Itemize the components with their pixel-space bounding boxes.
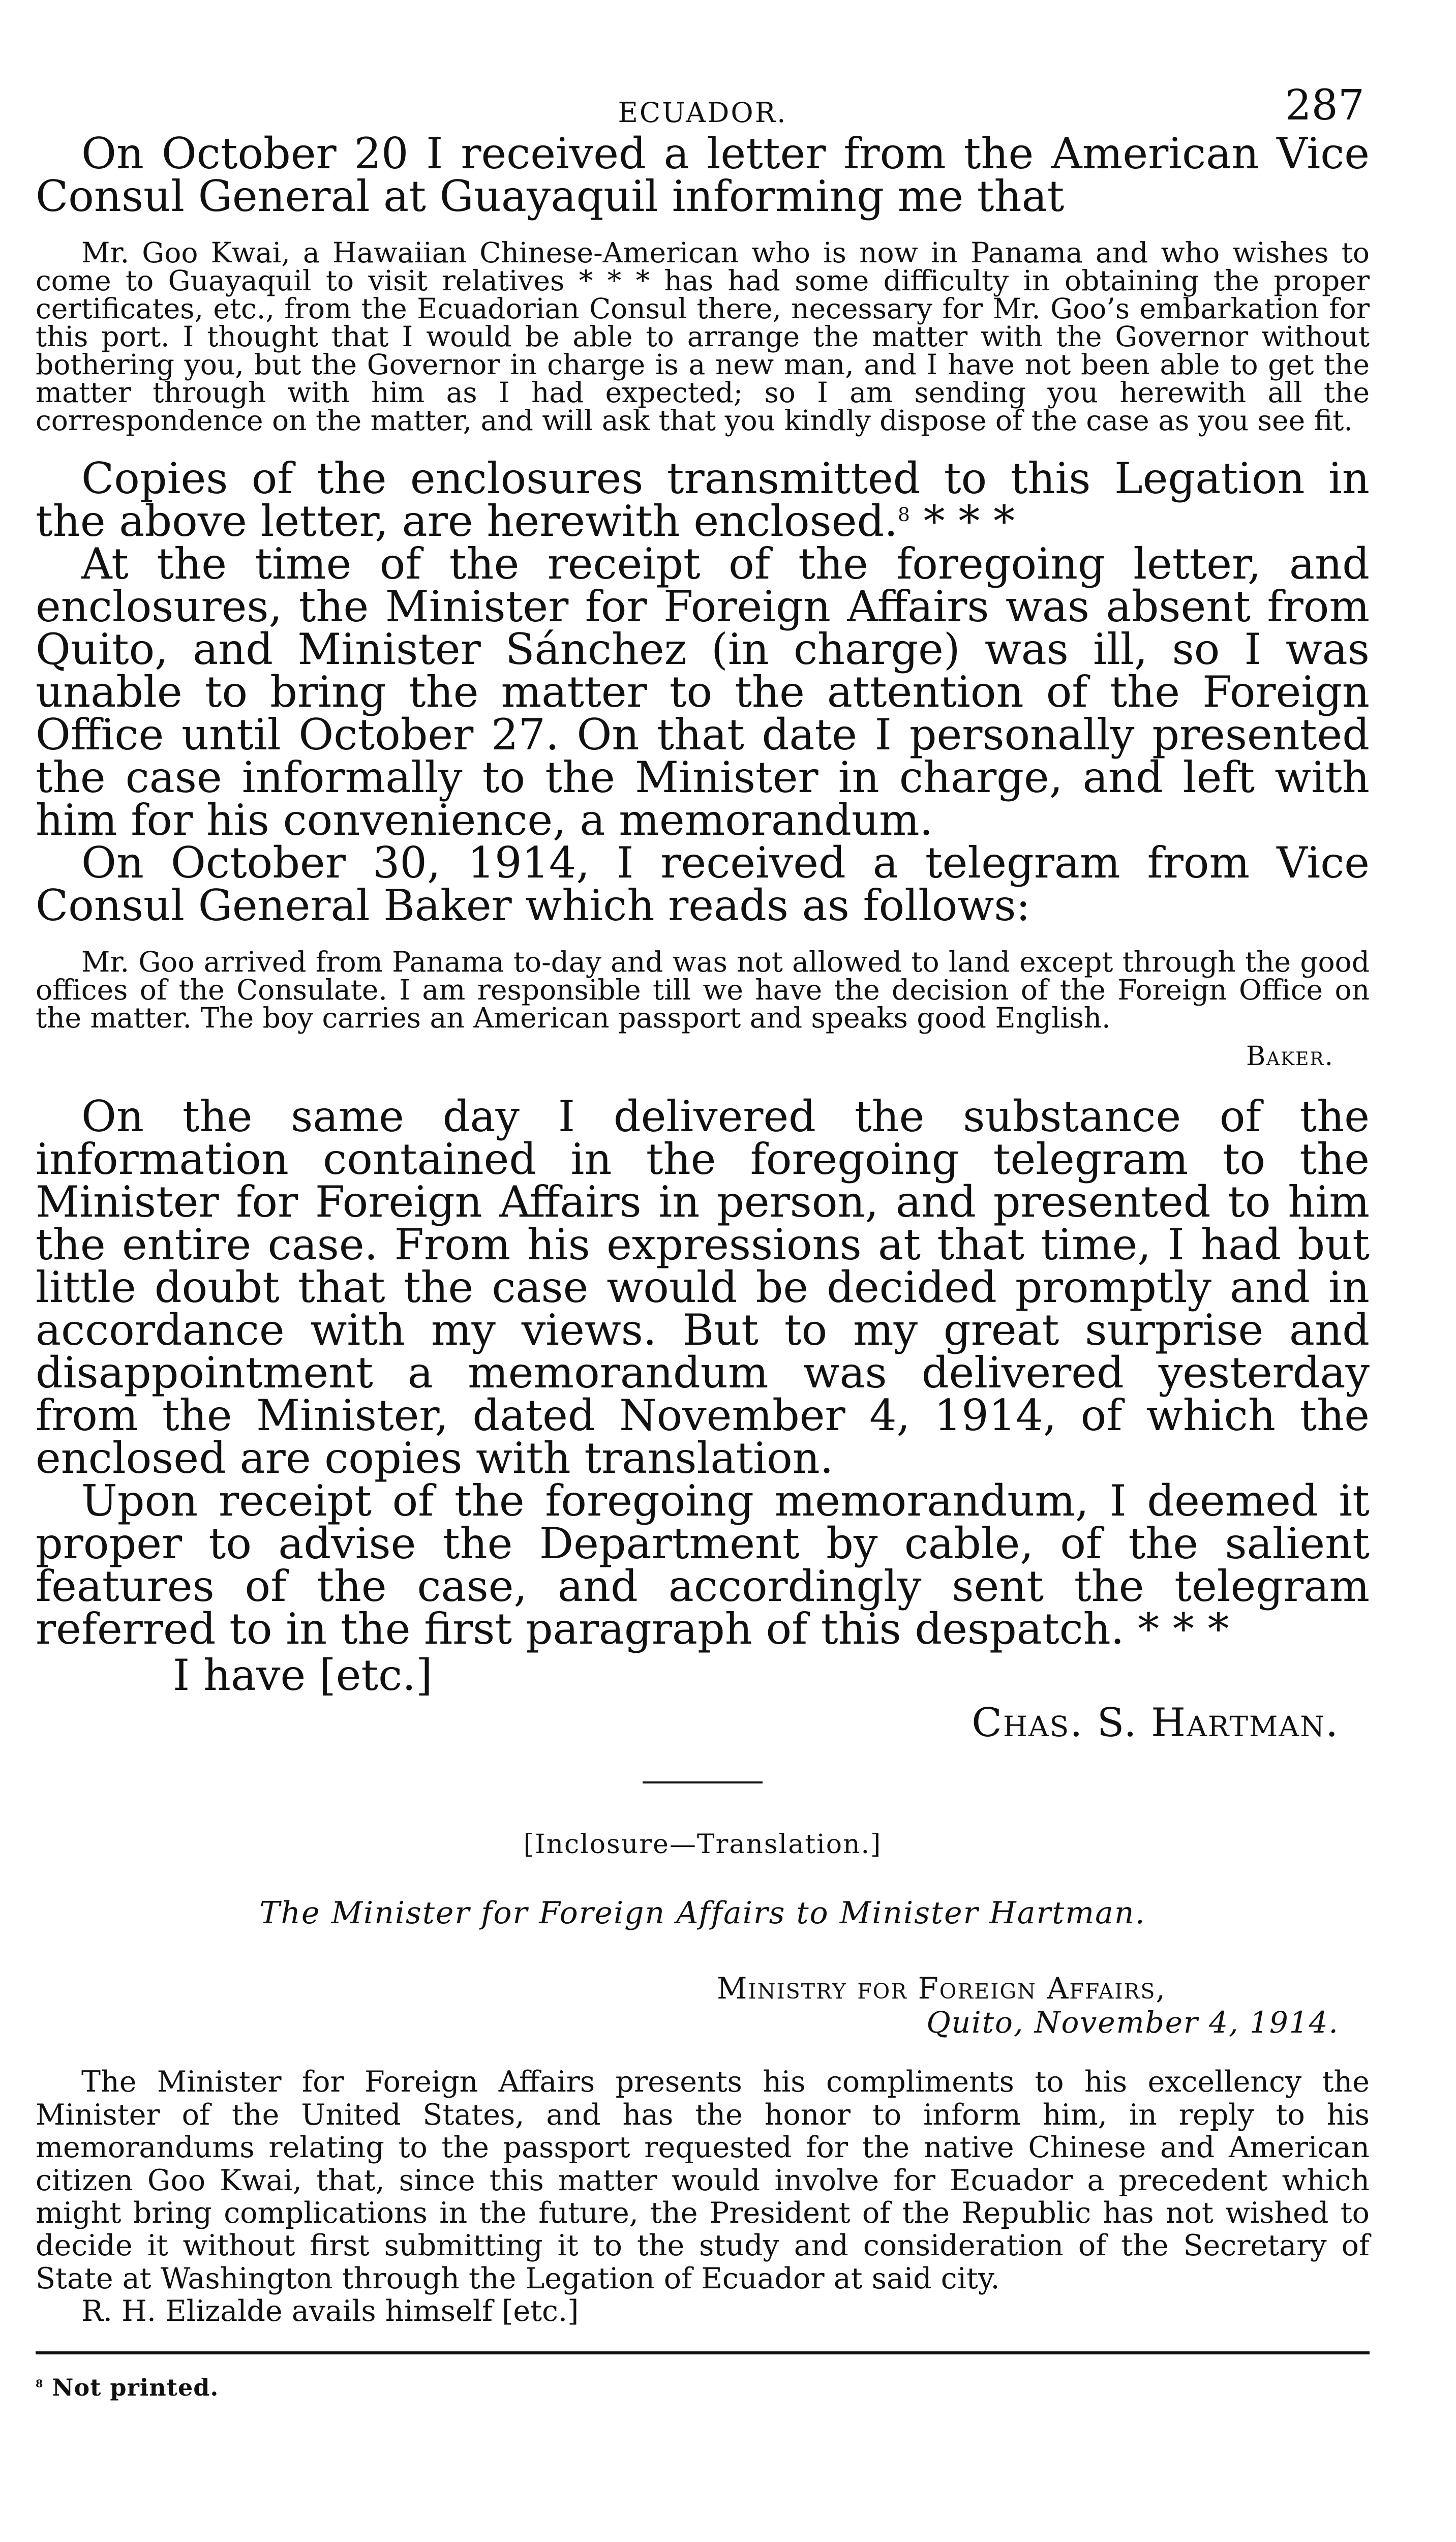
footnote-reference: 8	[897, 503, 910, 526]
dateline-organization: Ministry for Foreign Affairs,	[717, 1971, 1166, 2006]
paragraph-2-ellipsis: * * *	[909, 496, 1015, 546]
footnote-rule	[36, 2351, 1370, 2354]
footnote	[36, 2374, 1370, 2401]
document-page	[36, 76, 1370, 2401]
section-divider	[643, 1781, 763, 1783]
closing-line: I have [etc.]	[173, 1650, 433, 1700]
telegram-signature: Baker.	[1246, 1041, 1334, 1072]
paragraph-2-text: Copies of the enclosures transmitted to this Legation in the above letter, are herewith enclosed.	[36, 453, 1370, 546]
footnote-text: Not printed.	[43, 2373, 219, 2401]
quoted-telegram: Mr. Goo arrived from Panama to-day and was not allowed to land except through the good offices of the Consulate. I am responsible till we have the decision of the Foreign Office on the matter. The boy carries an American passport and speaks good English.	[36, 946, 1370, 1034]
signature: Chas. S. Hartman.	[972, 1700, 1339, 1746]
running-title: ECUADOR.	[618, 97, 787, 129]
running-head	[36, 76, 1370, 132]
inclosure-title: The Minister for Foreign Affairs to Minister Hartman.	[259, 1895, 1146, 1931]
paragraph-2	[36, 453, 1370, 546]
inclosure-label: [Inclosure—Translation.]	[523, 1829, 882, 1860]
quoted-letter: Mr. Goo Kwai, a Hawaiian Chinese-American who is now in Panama and who wishes to come to Guayaquil to visit relatives * * * has had some difficulty in obtaining the proper certificates, etc., from the Ecuadorian Consul there, necessary for Mr. Goo’s embarkation for this port. I thought that I would be able to arrange the matter with the Governor without bothering you, but the Governor in charge is a new man, and I have not been able to get the matter through with him as I had expected; so I am sending you herewith all the correspondence on the matter, and will ask that you kindly dispose of the case as you see fit.	[36, 236, 1370, 437]
inclosure-body: The Minister for Foreign Affairs presents his compliments to his excellency the Minister of the United States, and has the honor to inform him, in reply to his memorandums relating to the passport requested for the native Chinese and American citizen Goo Kwai, that, since this matter would involve for Ecuador a precedent which might bring complications in the future, the President of the Republic has not wished to decide it without first submitting it to the study and consideration of the Secretary of State at Washington through the Legation of Ecuador at said city.	[36, 2065, 1370, 2295]
paragraph-1: On October 20 I received a letter from the American Vice Consul General at Guayaquil informing me that	[36, 129, 1370, 221]
paragraph-5: On the same day I delivered the substance of the information contained in the foregoing telegram to the Minister for Foreign Affairs in person, and presented to him the entire case. From his expressions at that time, I had but little doubt that the case would be decided promptly and in accordance with my views. But to my great surprise and disappointment a memorandum was delivered yesterday from the Minister, dated November 4, 1914, of which the enclosed are copies with translation.	[36, 1092, 1370, 1483]
dateline	[717, 1972, 1370, 2039]
paragraph-3: At the time of the receipt of the foregoing letter, and enclosures, the Minister for Foreign Affairs was absent from Quito, and Minister Sánchez (in charge) was ill, so I was unable to bring the matter to the attention of the Foreign Office until October 27. On that date I personally presented the case informally to the Minister in charge, and left with him for his convenience, a memorandum.	[36, 539, 1370, 845]
dateline-place-date: Quito, November 4, 1914.	[926, 2005, 1339, 2040]
inclosure-closing: R. H. Elizalde avails himself [etc.]	[81, 2294, 579, 2328]
page-number: 287	[1285, 81, 1364, 130]
paragraph-4: On October 30, 1914, I received a telegram from Vice Consul General Baker which reads as follows:	[36, 838, 1370, 930]
footnote-marker: 8	[36, 2377, 44, 2390]
paragraph-6: Upon receipt of the foregoing memorandum, I deemed it proper to advise the Department by cable, of the salient features of the case, and accordingly sent the telegram referred to in the first paragraph of this despatch. * * *	[36, 1476, 1370, 1654]
